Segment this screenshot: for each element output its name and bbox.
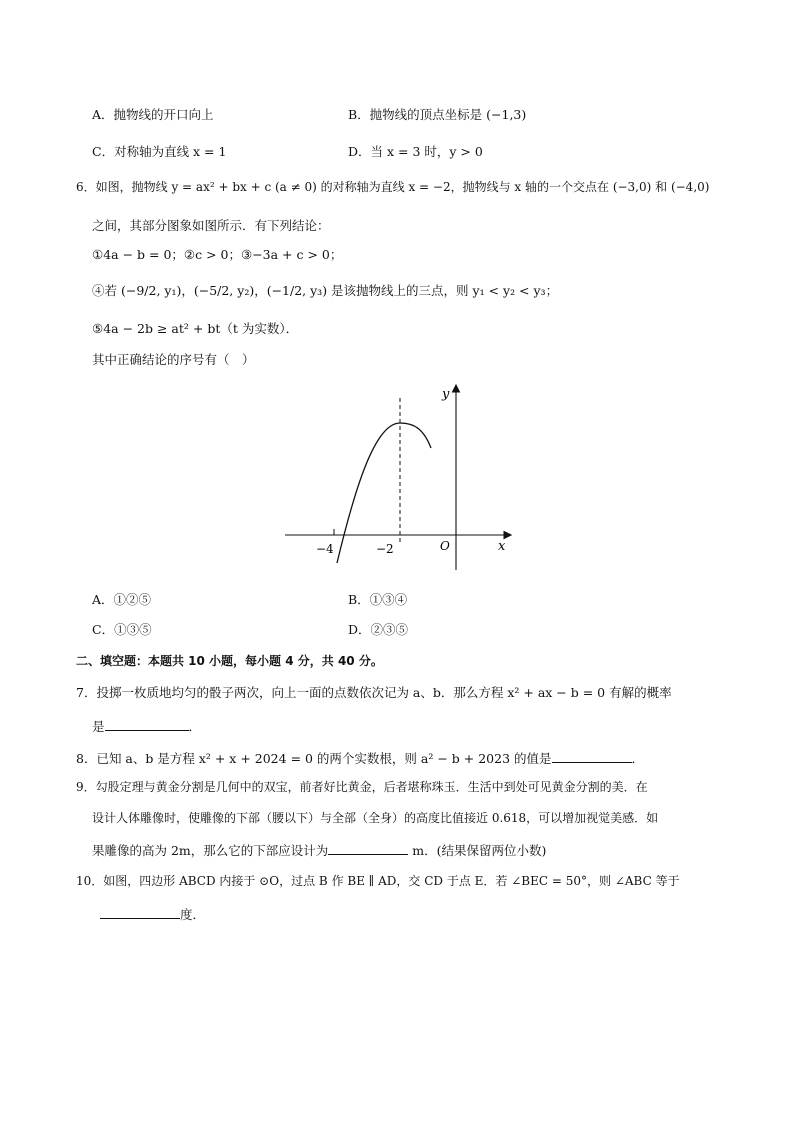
q6-option-a: A．①②⑤ xyxy=(92,592,152,607)
q9-suffix: m．(结果保留两位小数) xyxy=(408,843,547,858)
x-axis-label: x xyxy=(498,539,506,554)
q6-stem-line1: 6．如图，抛物线 y = ax² + bx + c (a ≠ 0) 的对称轴为直线 x = −2，抛物线与 x 轴的一个交点在 (−3,0) 和 (−4,0) xyxy=(76,180,710,194)
q10-answer-blank[interactable] xyxy=(100,904,180,919)
q5-option-a: A．抛物线的开口向上 xyxy=(92,107,214,122)
q7-prefix: 是 xyxy=(92,719,105,734)
q7-stem-line2 xyxy=(92,716,201,736)
q6-conclusion-4: ④若 (−9/2, y₁)，(−5/2, y₂)，(−1/2, y₃) 是该抛物线上的三点，则 y₁ < y₂ < y₃； xyxy=(92,283,559,298)
q9-stem-line1: 9．勾股定理与黄金分割是几何中的双宝，前者好比黄金，后者堪称珠玉．生活中到处可见黄金分割的美．在 xyxy=(76,780,648,794)
q7-suffix: ． xyxy=(188,719,202,734)
q5-option-b: B．抛物线的顶点坐标是 (−1,3) xyxy=(348,107,527,122)
y-axis-label: y xyxy=(442,387,450,402)
q9-answer-blank[interactable] xyxy=(328,840,408,855)
q5-option-c: C．对称轴为直线 x = 1 xyxy=(92,144,227,159)
q6-conclusion-1-3: ①4a − b = 0；②c > 0；③−3a + c > 0； xyxy=(92,247,343,262)
q10-suffix: 度． xyxy=(180,907,206,922)
q6-conclusion-5: ⑤4a − 2b ≥ at² + bt（t 为实数）． xyxy=(92,321,299,336)
q7-answer-blank[interactable] xyxy=(105,716,189,731)
q9-stem-line2: 设计人体雕像时，使雕像的下部（腰以下）与全部（全身）的高度比值接近 0.618，可以增加视觉美感．如 xyxy=(92,811,659,825)
section-2-heading: 二、填空题：本题共 10 小题，每小题 4 分，共 40 分。 xyxy=(76,654,383,668)
origin-label: O xyxy=(440,539,450,553)
q8-prefix: 8．已知 a、b 是方程 x² + x + 2024 = 0 的两个实数根，则 a² − b + 2023 的值是 xyxy=(76,751,552,766)
q6-question: 其中正确结论的序号有（ ） xyxy=(92,352,255,367)
q8-answer-blank[interactable] xyxy=(552,748,632,763)
q6-option-c: C．①③⑤ xyxy=(92,622,152,637)
q9-stem-line3 xyxy=(92,840,546,860)
q6-option-d: D．②③⑤ xyxy=(348,622,409,637)
q8-suffix: ． xyxy=(631,751,645,766)
q8-stem xyxy=(76,748,644,768)
q10-stem-line2 xyxy=(100,904,205,924)
q6-stem-line2: 之间，其部分图象如图所示．有下列结论： xyxy=(92,218,330,233)
tick-label-neg2: −2 xyxy=(376,542,394,556)
q10-stem-line1: 10．如图，四边形 ABCD 内接于 ⊙O，过点 B 作 BE ∥ AD，交 CD 于点 E．若 ∠BEC = 50°，则 ∠ABC 等于 xyxy=(76,874,680,888)
q7-stem-line1: 7．投掷一枚质地均匀的骰子两次，向上一面的点数依次记为 a、b．那么方程 x² + ax − b = 0 有解的概率 xyxy=(76,685,672,700)
q5-option-d: D．当 x = 3 时，y > 0 xyxy=(348,144,483,159)
q9-prefix: 果雕像的高为 2m，那么它的下部应设计为 xyxy=(92,843,329,858)
tick-label-neg4: −4 xyxy=(316,542,334,556)
q6-option-b: B．①③④ xyxy=(348,592,408,607)
q6-parabola-figure xyxy=(280,378,520,578)
